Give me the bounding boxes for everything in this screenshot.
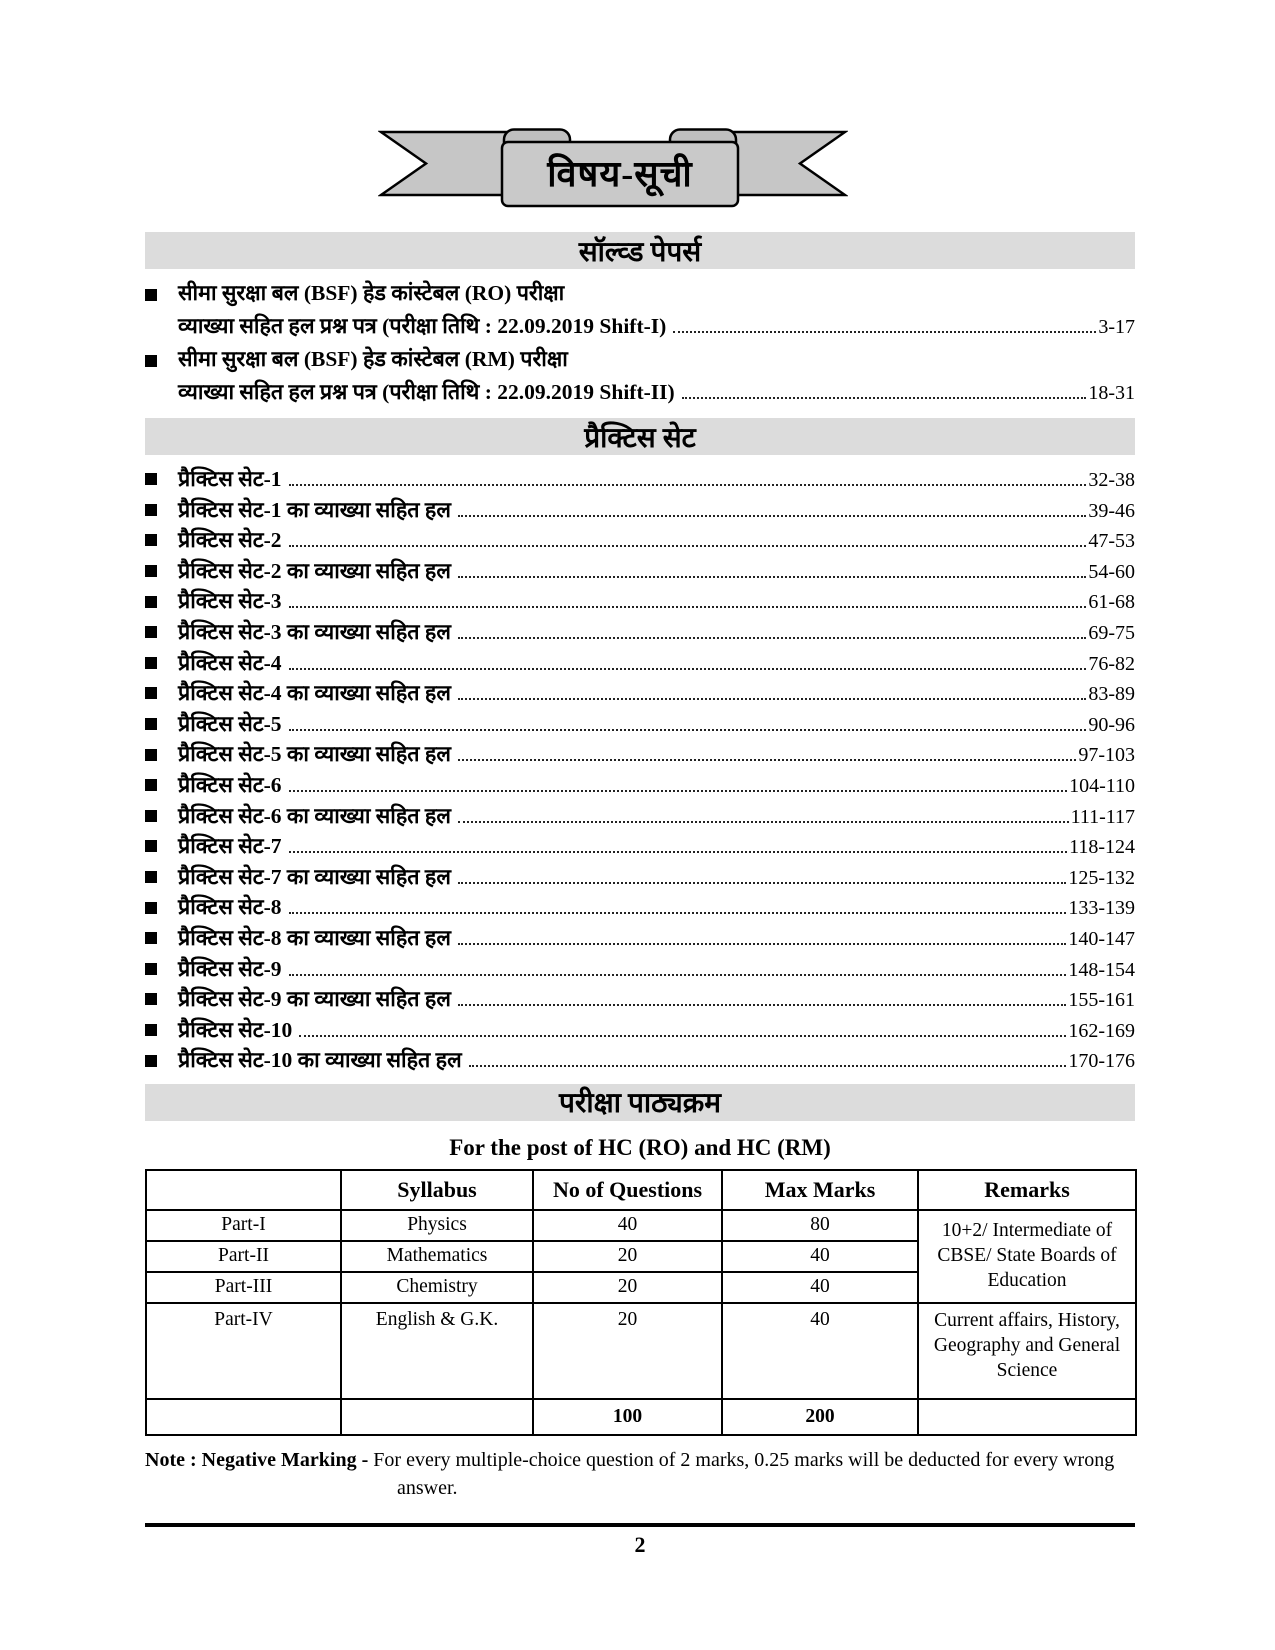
col-header-syllabus: Syllabus [341,1170,533,1210]
toc-entry [145,892,1135,923]
bullet-square-icon [145,596,157,608]
cell-questions: 20 [533,1303,722,1399]
bullet-square-icon [145,687,157,699]
solved-papers-list [145,278,1135,410]
toc-entry-pages: 133-139 [1068,897,1135,920]
bullet-square-icon [145,871,157,883]
toc-entry-label: प्रैक्टिस सेट-8 का व्याख्या सहित हल [178,925,451,950]
cell-total-questions: 100 [533,1399,722,1435]
cell-part: Part-II [146,1241,341,1272]
dot-leader [458,821,1069,823]
dot-leader [289,729,1087,731]
cell-part: Part-III [146,1272,341,1303]
dot-leader [458,759,1076,761]
bullet-square-icon [145,902,157,914]
toc-entry-label: प्रैक्टिस सेट-7 [178,834,282,859]
bullet-square-icon [145,355,157,367]
toc-entry-pages: 47-53 [1088,530,1135,553]
toc-entry-label: प्रैक्टिस सेट-7 का व्याख्या सहित हल [178,864,451,889]
cell-part: Part-IV [146,1303,341,1399]
toc-entry-pages: 170-176 [1068,1050,1135,1073]
toc-entry-pages: 76-82 [1088,652,1135,675]
toc-entry-label: प्रैक्टिस सेट-4 [178,650,282,675]
toc-entry [145,739,1135,770]
toc-entry-pages: 3-17 [1098,316,1135,338]
toc-entry-label: प्रैक्टिस सेट-5 [178,711,282,736]
page-content [145,0,1135,1558]
toc-entry [145,831,1135,862]
toc-entry [145,278,1135,311]
toc-entry-pages: 61-68 [1088,591,1135,614]
cell-part: Part-I [146,1210,341,1241]
bullet-square-icon [145,840,157,852]
toc-entry [145,770,1135,801]
note-label: Note : Negative Marking - [145,1448,369,1471]
footer-rule [145,1523,1135,1527]
toc-entry [145,678,1135,709]
bullet-square-icon [145,289,157,301]
bullet-square-icon [145,932,157,944]
toc-entry-pages: 18-31 [1088,382,1135,404]
dot-leader [458,1004,1066,1006]
syllabus-table [145,1169,1137,1436]
toc-entry [145,984,1135,1015]
section-heading-solved-papers: सॉल्व्ड पेपर्स [145,232,1135,269]
section-heading-exam-syllabus: परीक्षा पाठ्यक्रम [145,1084,1135,1121]
table-total-row [146,1399,1136,1435]
toc-entry-title: सीमा सुरक्षा बल (BSF) हेड कांस्टेबल (RM) परीक्षा [178,347,568,371]
bullet-square-icon [145,810,157,822]
toc-entry-label: प्रैक्टिस सेट-6 का व्याख्या सहित हल [178,803,451,828]
toc-entry-pages: 54-60 [1088,560,1135,583]
dot-leader [289,851,1068,853]
toc-entry-subtitle: व्याख्या सहित हल प्रश्न पत्र (परीक्षा तिथि : 22.09.2019 Shift-I) [178,314,667,338]
page-title: विषय-सूची [547,153,693,194]
toc-entry-pages: 104-110 [1069,774,1135,797]
toc-entry-detail [145,377,1135,410]
toc-entry-pages: 90-96 [1088,713,1135,736]
cell-total-marks: 200 [722,1399,918,1435]
dot-leader [289,974,1067,976]
toc-entry-label: प्रैक्टिस सेट-1 [178,467,282,491]
toc-entry [145,495,1135,526]
cell-marks: 80 [722,1210,918,1241]
toc-entry-label: प्रैक्टिस सेट-3 का व्याख्या सहित हल [178,619,451,644]
dot-leader [289,912,1067,914]
toc-entry-pages: 140-147 [1068,927,1135,950]
dot-leader [458,943,1066,945]
negative-marking-note [145,1446,1135,1503]
bullet-square-icon [145,1024,157,1036]
cell-remarks-part-4: Current affairs, History, Geography and General Science [918,1303,1136,1399]
dot-leader [289,484,1087,486]
col-header-blank [146,1170,341,1210]
bullet-square-icon [145,1055,157,1067]
toc-entry-pages: 111-117 [1070,805,1135,828]
bullet-square-icon [145,657,157,669]
bullet-square-icon [145,626,157,638]
cell-blank [341,1399,533,1435]
bullet-square-icon [145,779,157,791]
toc-entry [145,464,1135,495]
dot-leader [289,668,1087,670]
bullet-square-icon [145,504,157,516]
toc-entry [145,1045,1135,1076]
toc-entry [145,954,1135,985]
bullet-square-icon [145,565,157,577]
section-heading-practice-sets: प्रैक्टिस सेट [145,418,1135,455]
cell-subject: Physics [341,1210,533,1241]
toc-entry [145,344,1135,377]
toc-entry-label: प्रैक्टिस सेट-3 [178,589,282,614]
cell-subject: Chemistry [341,1272,533,1303]
toc-entry-pages: 125-132 [1068,866,1135,889]
bullet-square-icon [145,993,157,1005]
toc-entry-label: प्रैक्टिस सेट-1 का व्याख्या सहित हल [178,497,451,522]
cell-subject: Mathematics [341,1241,533,1272]
table-row [146,1210,1136,1241]
toc-entry-label: प्रैक्टिस सेट-8 [178,895,282,920]
table-row [146,1303,1136,1399]
toc-entry-pages: 118-124 [1069,836,1135,859]
toc-entry [145,709,1135,740]
toc-entry-label: प्रैक्टिस सेट-2 का व्याख्या सहित हल [178,558,451,583]
col-header-questions: No of Questions [533,1170,722,1210]
toc-entry-detail [145,311,1135,344]
toc-entry [145,648,1135,679]
toc-entry-label: प्रैक्टिस सेट-10 [178,1017,293,1042]
table-header-row [146,1170,1136,1210]
toc-entry-pages: 155-161 [1068,989,1135,1012]
dot-leader [289,545,1087,547]
cell-marks: 40 [722,1303,918,1399]
toc-entry [145,617,1135,648]
bullet-square-icon [145,473,157,485]
cell-questions: 20 [533,1272,722,1303]
dot-leader [299,1035,1066,1037]
cell-marks: 40 [722,1272,918,1303]
toc-entry [145,1015,1135,1046]
col-header-remarks: Remarks [918,1170,1136,1210]
cell-remarks-parts-1-3: 10+2/ Intermediate of CBSE/ State Boards of Education [918,1210,1136,1303]
cell-marks: 40 [722,1241,918,1272]
toc-entry-label: प्रैक्टिस सेट-5 का व्याख्या सहित हल [178,742,451,767]
cell-blank [146,1399,341,1435]
toc-entry-pages: 83-89 [1088,683,1135,706]
cell-questions: 20 [533,1241,722,1272]
toc-entry [145,923,1135,954]
dot-leader [458,882,1066,884]
dot-leader [458,515,1086,517]
note-text: For every multiple-choice question of 2 marks, 0.25 marks will be deducted for every wrong answer. [373,1448,1115,1500]
toc-entry-title: सीमा सुरक्षा बल (BSF) हेड कांस्टेबल (RO) परीक्षा [178,281,565,305]
dot-leader [289,790,1068,792]
bullet-square-icon [145,718,157,730]
toc-entry-pages: 32-38 [1088,469,1135,491]
bullet-square-icon [145,534,157,546]
toc-entry [145,556,1135,587]
cell-subject: English & G.K. [341,1303,533,1399]
cell-questions: 40 [533,1210,722,1241]
toc-entry-label: प्रैक्टिस सेट-2 [178,528,282,553]
toc-entry-label: प्रैक्टिस सेट-9 का व्याख्या सहित हल [178,987,451,1012]
toc-entry-pages: 97-103 [1078,744,1135,767]
dot-leader [458,576,1086,578]
dot-leader [469,1065,1067,1067]
toc-entry-pages: 162-169 [1068,1019,1135,1042]
toc-entry-label: प्रैक्टिस सेट-10 का व्याख्या सहित हल [178,1048,462,1073]
toc-ribbon-banner [378,128,848,210]
page-number: 2 [634,1531,646,1557]
col-header-marks: Max Marks [722,1170,918,1210]
toc-entry-subtitle: व्याख्या सहित हल प्रश्न पत्र (परीक्षा तिथि : 22.09.2019 Shift-II) [178,380,675,404]
toc-entry-pages: 39-46 [1088,499,1135,522]
syllabus-subheading: For the post of HC (RO) and HC (RM) [449,1134,831,1160]
toc-entry-pages: 69-75 [1088,621,1135,644]
toc-entry [145,862,1135,893]
dot-leader [673,331,1096,333]
toc-entry-pages: 148-154 [1068,958,1135,981]
toc-entry [145,801,1135,832]
cell-blank [918,1399,1136,1435]
practice-sets-list [145,464,1135,1076]
dot-leader [682,397,1087,399]
bullet-square-icon [145,963,157,975]
toc-entry [145,525,1135,556]
toc-entry-label: प्रैक्टिस सेट-6 [178,772,282,797]
toc-entry-label: प्रैक्टिस सेट-9 [178,956,282,981]
dot-leader [458,698,1086,700]
toc-entry [145,586,1135,617]
dot-leader [458,637,1086,639]
bullet-square-icon [145,749,157,761]
toc-entry-label: प्रैक्टिस सेट-4 का व्याख्या सहित हल [178,681,451,706]
dot-leader [289,606,1087,608]
